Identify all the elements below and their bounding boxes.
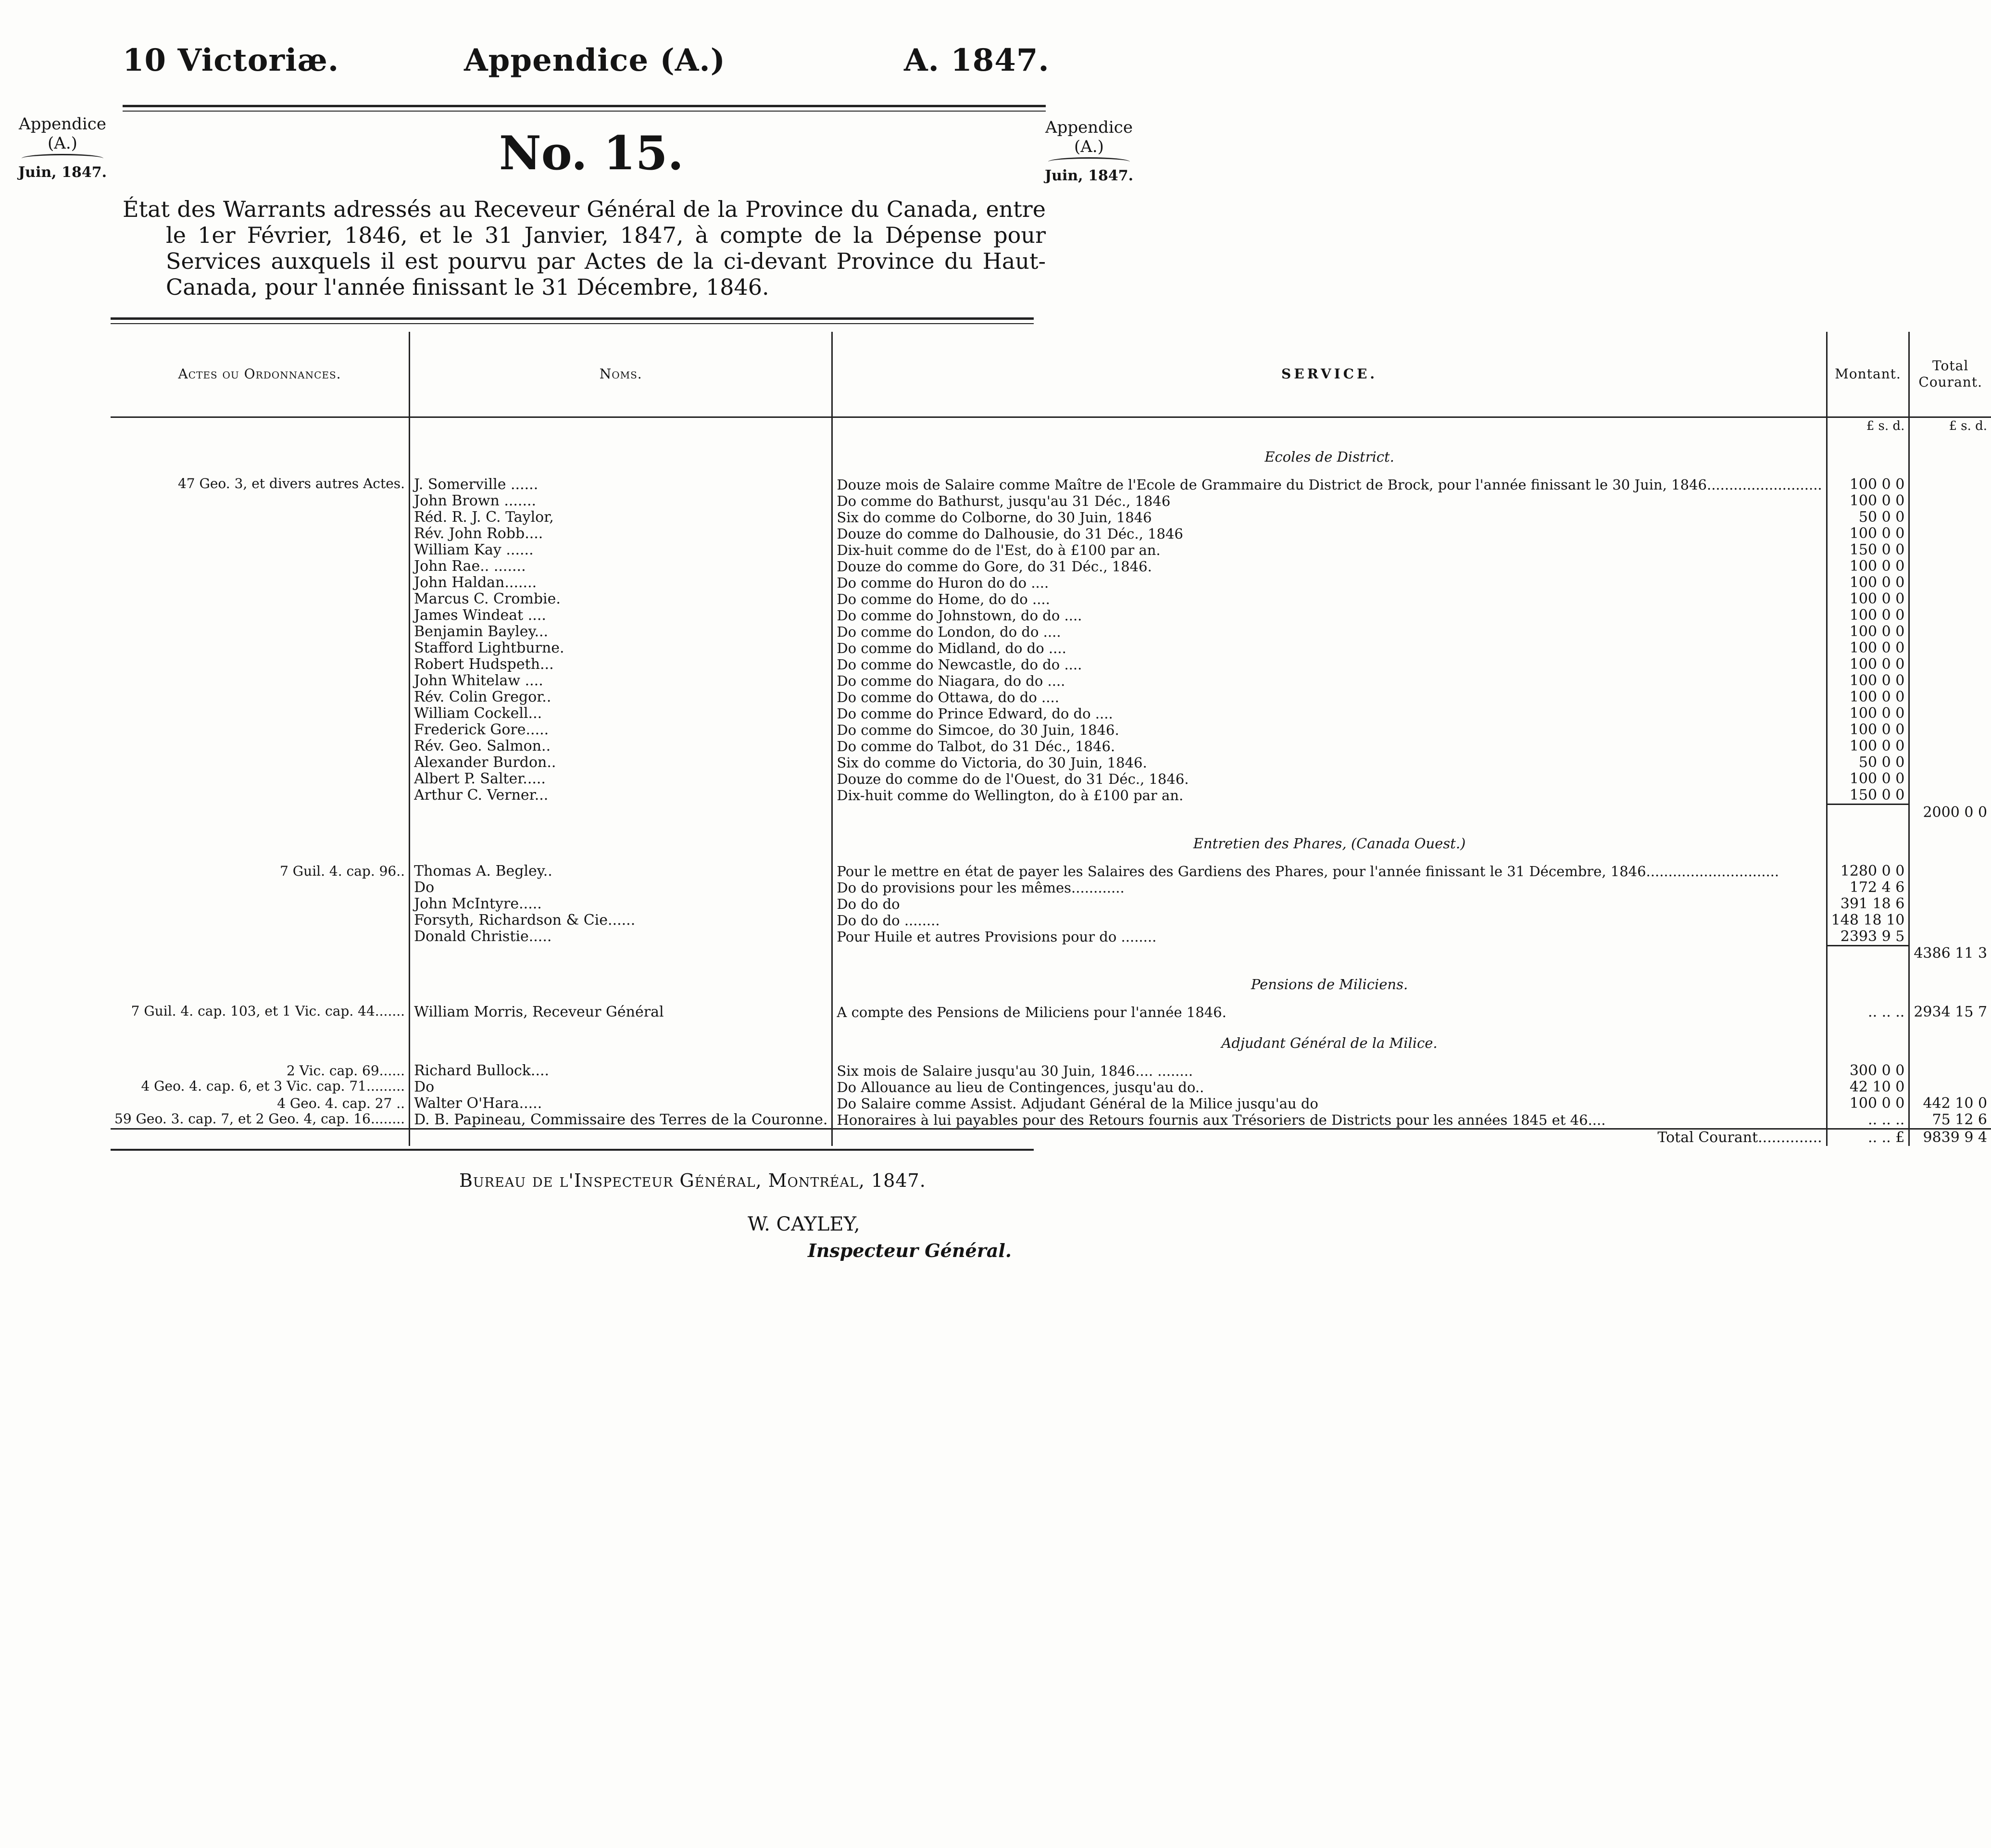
row-montant: 100 0 0 [1827,640,1909,656]
row-service: Do do do ........ [832,912,1827,929]
row-nom: William Cockell... [410,705,832,722]
row-nom: Donald Christie..... [410,929,832,946]
col-header-montant: Montant. [1827,332,1909,417]
section-title-row [111,821,1991,863]
row-acte [111,880,410,896]
row-montant: 100 0 0 [1827,477,1909,493]
section-empty-1 [111,1020,410,1063]
table-row [111,1063,1991,1079]
row-nom: Alexander Burdon.. [410,754,832,771]
row-montant: 100 0 0 [1827,558,1909,575]
row-service: Six mois de Salaire jusqu'au 30 Juin, 1846.... ........ [832,1063,1827,1079]
row-nom: Réd. R. J. C. Taylor, [410,509,832,526]
warrants-table [111,332,1991,1146]
row-total [1909,607,1991,624]
row-service: Six do comme do Victoria, do 30 Juin, 1846. [832,754,1827,771]
row-acte [111,754,410,771]
row-nom: D. B. Papineau, Commissaire des Terres de la Couronne. [410,1112,832,1129]
side-note-right-label: Appendice [1045,118,1133,137]
row-total [1909,575,1991,591]
row-total [1909,624,1991,640]
subtotal-empty-1 [111,805,410,821]
row-total [1909,689,1991,705]
row-acte [111,575,410,591]
table-row [111,1112,1991,1129]
table-header-row [111,332,1991,417]
row-acte: 4 Geo. 4. cap. 6, et 3 Vic. cap. 71......... [111,1079,410,1095]
running-header-left: 10 Victoriæ. [123,42,339,78]
table-row [111,640,1991,656]
section-title-row [111,434,1991,477]
footer-office: Bureau de l'Inspecteur Général, Montréal, 1847. [459,1170,926,1191]
section-subtotal: 2000 0 0 [1923,804,1988,821]
row-montant: 100 0 0 [1827,607,1909,624]
row-service: Do comme do Simcoe, do 30 Juin, 1846. [832,722,1827,738]
row-acte [111,509,410,526]
table-row [111,493,1991,509]
section-title-row [111,962,1991,1004]
row-montant: 172 4 6 [1827,880,1909,896]
subtotal-empty-4 [1827,945,1909,962]
row-montant: 42 10 0 [1827,1079,1909,1095]
row-service: Do comme do Midland, do do .... [832,640,1827,656]
section-empty-2 [410,1020,832,1063]
row-acte [111,558,410,575]
row-nom: John McIntyre..... [410,896,832,912]
section-title: Ecoles de District. [832,434,1827,477]
row-montant: .. .. .. [1827,1112,1909,1129]
row-nom: Rév. John Robb.... [410,526,832,542]
row-total [1909,863,1991,880]
row-nom: William Kay ...... [410,542,832,558]
row-acte [111,656,410,673]
row-montant: 100 0 0 [1827,624,1909,640]
section-empty-1 [111,434,410,477]
row-nom: Thomas A. Begley.. [410,863,832,880]
row-montant: 100 0 0 [1827,738,1909,754]
row-montant: 391 18 6 [1827,896,1909,912]
row-nom: John Brown ....... [410,493,832,509]
row-service: Do comme do Talbot, do 31 Déc., 1846. [832,738,1827,754]
row-total [1909,509,1991,526]
units-montant: £ s. d. [1827,417,1909,435]
running-header-right: A. 1847. [904,42,1050,78]
table-row [111,477,1991,493]
subtotal-row [111,805,1991,821]
side-note-right [1043,118,1135,186]
row-service: Do comme do Bathurst, jusqu'au 31 Déc., 1846 [832,493,1827,509]
row-nom: James Windeat .... [410,607,832,624]
table-row [111,689,1991,705]
section-empty-5 [1909,1020,1991,1063]
section-empty-4 [1827,821,1909,863]
row-service: Do do provisions pour les mêmes............ [832,880,1827,896]
intro-paragraph [123,196,1046,300]
row-nom: Walter O'Hara..... [410,1095,832,1112]
row-nom: Frederick Gore..... [410,722,832,738]
row-nom: Rév. Geo. Salmon.. [410,738,832,754]
table-row [111,738,1991,754]
table-row [111,771,1991,787]
row-nom: Albert P. Salter..... [410,771,832,787]
row-montant: 100 0 0 [1827,526,1909,542]
section-empty-5 [1909,962,1991,1004]
row-montant: 2393 9 5 [1827,929,1909,946]
section-empty-2 [410,434,832,477]
row-total [1909,640,1991,656]
units-empty-2 [410,417,832,435]
row-total [1909,738,1991,754]
section-empty-4 [1827,434,1909,477]
table-row [111,929,1991,946]
subtotal-empty-3 [832,945,1827,962]
row-total: 75 12 6 [1932,1111,1988,1128]
section-title-row [111,1020,1991,1063]
intro-text: État des Warrants adressés au Receveur Général de la Province du Canada, entre le 1er Février, 1846, et le 31 Janvier, 1847, à compte de la Dépense pour Services auxquels il est pourvu par Actes de la ci-devant Province du Haut-Canada, pour l'année finissant le 31 Décembre, 1846. [123,196,1046,300]
col-header-actes: Actes ou Ordonnances. [111,332,410,417]
table-row [111,754,1991,771]
section-title: Entretien des Phares, (Canada Ouest.) [832,821,1827,863]
section-title: Pensions de Miliciens. [832,962,1827,1004]
row-service: Douze do comme do Gore, do 31 Déc., 1846. [832,558,1827,575]
section-empty-4 [1827,962,1909,1004]
row-montant: 100 0 0 [1827,656,1909,673]
row-total [1909,722,1991,738]
row-nom: Rév. Colin Gregor.. [410,689,832,705]
row-montant: 150 0 0 [1827,542,1909,558]
row-nom: Benjamin Bayley... [410,624,832,640]
row-montant: .. .. .. [1827,1004,1909,1020]
row-nom: Do [410,880,832,896]
grand-total-value: 9839 9 4 [1923,1129,1988,1146]
row-service: Pour le mettre en état de payer les Salaires des Gardiens des Phares, pour l'année finissant le 31 Décembre, 1846.............................. [832,863,1827,880]
table-row [111,863,1991,880]
row-service: Do Allouance au lieu de Contingences, jusqu'au do.. [832,1079,1827,1095]
row-service: Dix-huit comme do Wellington, do à £100 par an. [832,787,1827,805]
table-row [111,787,1991,805]
row-service: Do comme do Ottawa, do do .... [832,689,1827,705]
table-top-rule [111,317,1034,320]
row-service: Do comme do Newcastle, do do .... [832,656,1827,673]
grand-empty-1 [111,1129,410,1146]
row-acte: 7 Guil. 4. cap. 103, et 1 Vic. cap. 44....... [111,1004,410,1020]
section-empty-4 [1827,1020,1909,1063]
row-nom: Marcus C. Crombie. [410,591,832,607]
row-acte [111,787,410,805]
table-row [111,542,1991,558]
row-total [1909,787,1991,805]
table-row [111,558,1991,575]
row-nom: Arthur C. Verner... [410,787,832,805]
row-nom: John Rae.. ....... [410,558,832,575]
signature-name: W. CAYLEY, [748,1213,860,1235]
subtotal-empty-1 [111,945,410,962]
units-empty-3 [832,417,1827,435]
grand-total-montant: .. .. £ [1827,1129,1909,1146]
table-row [111,722,1991,738]
grand-empty-2 [410,1129,832,1146]
row-total: 442 10 0 [1923,1095,1988,1112]
row-service: Douze do comme do Dalhousie, do 31 Déc., 1846 [832,526,1827,542]
table-row [111,509,1991,526]
table-row [111,1095,1991,1112]
units-empty-1 [111,417,410,435]
side-note-right-date: Juin, 1847. [1044,167,1134,184]
grand-total-label: Total Courant.............. [832,1129,1827,1146]
row-total: 2934 15 7 [1914,1004,1988,1020]
row-acte [111,722,410,738]
row-acte [111,689,410,705]
subtotal-empty-2 [410,805,832,821]
row-montant: 150 0 0 [1827,787,1909,805]
row-acte [111,591,410,607]
side-note-left-date: Juin, 1847. [18,164,107,181]
row-nom: John Haldan....... [410,575,832,591]
section-empty-2 [410,821,832,863]
row-acte [111,929,410,946]
table-row [111,607,1991,624]
row-acte [111,526,410,542]
row-total [1909,591,1991,607]
header-rule-thin [123,111,1046,112]
row-total [1909,771,1991,787]
subtotal-empty-4 [1827,805,1909,821]
row-acte [111,673,410,689]
row-montant: 100 0 0 [1827,673,1909,689]
side-note-left-brace [22,154,103,163]
table-top-rule-thin [111,323,1034,324]
row-nom: J. Somerville ...... [410,477,832,493]
row-acte: 2 Vic. cap. 69...... [111,1063,410,1079]
table-row [111,673,1991,689]
row-acte [111,493,410,509]
table-row [111,896,1991,912]
units-row [111,417,1991,435]
row-montant: 300 0 0 [1827,1063,1909,1079]
row-montant: 100 0 0 [1827,493,1909,509]
row-acte [111,912,410,929]
row-acte [111,542,410,558]
row-service: Do Salaire comme Assist. Adjudant Général de la Milice jusqu'au do [832,1095,1827,1112]
row-nom: Richard Bullock.... [410,1063,832,1079]
row-service: Douze mois de Salaire comme Maître de l'Ecole de Grammaire du District de Brock, pour l'année finissant le 30 Juin, 1846.......................... [832,477,1827,493]
units-total: £ s. d. [1949,419,1988,433]
section-title: Adjudant Général de la Milice. [832,1020,1827,1063]
row-acte [111,624,410,640]
signature-title: Inspecteur Général. [808,1240,1012,1261]
col-header-total: Total Courant. [1918,358,1982,390]
table-row [111,575,1991,591]
side-note-left-label: Appendice [19,114,106,134]
row-nom: Robert Hudspeth... [410,656,832,673]
row-montant: 100 0 0 [1827,722,1909,738]
row-total [1909,896,1991,912]
row-montant: 100 0 0 [1827,771,1909,787]
row-total [1909,754,1991,771]
row-acte [111,896,410,912]
row-acte: 7 Guil. 4. cap. 96.. [111,863,410,880]
row-total [1909,912,1991,929]
row-montant: 1280 0 0 [1827,863,1909,880]
side-note-right-brace [1048,157,1130,166]
row-montant: 100 0 0 [1827,575,1909,591]
row-total [1909,558,1991,575]
row-service: Six do comme do Colborne, do 30 Juin, 1846 [832,509,1827,526]
row-total [1909,880,1991,896]
table-row [111,624,1991,640]
table-row [111,591,1991,607]
running-header-center: Appendice (A.) [464,42,726,78]
row-service: Do comme do Prince Edward, do do .... [832,705,1827,722]
table-row [111,526,1991,542]
row-acte: 59 Geo. 3. cap. 7, et 2 Geo. 4, cap. 16........ [111,1112,410,1129]
subtotal-empty-2 [410,945,832,962]
row-total [1909,493,1991,509]
side-note-left-code: (A.) [48,134,77,153]
row-service: Do comme do Home, do do .... [832,591,1827,607]
row-nom: Stafford Lightburne. [410,640,832,656]
row-montant: 100 0 0 [1827,591,1909,607]
row-service: Do do do [832,896,1827,912]
row-total [1909,1063,1991,1079]
row-total [1909,542,1991,558]
row-service: Douze do comme do de l'Ouest, do 31 Déc., 1846. [832,771,1827,787]
row-service: A compte des Pensions de Miliciens pour l'année 1846. [832,1004,1827,1020]
row-montant: 148 18 10 [1827,912,1909,929]
row-service: Honoraires à lui payables pour des Retours fournis aux Trésoriers de Districts pour les années 1845 et 46.... [832,1112,1827,1129]
side-note-left [14,114,111,182]
row-montant: 100 0 0 [1827,705,1909,722]
table-row [111,656,1991,673]
table-body [111,417,1991,1146]
col-header-noms: Noms. [410,332,832,417]
grand-total-row [111,1129,1991,1146]
col-header-service: SERVICE. [832,332,1827,417]
row-total [1909,526,1991,542]
subtotal-row [111,945,1991,962]
row-montant: 100 0 0 [1827,1095,1909,1112]
row-service: Pour Huile et autres Provisions pour do ........ [832,929,1827,946]
section-empty-2 [410,962,832,1004]
row-acte [111,640,410,656]
row-montant: 50 0 0 [1827,754,1909,771]
row-service: Do comme do London, do do .... [832,624,1827,640]
section-empty-1 [111,962,410,1004]
table-row [111,912,1991,929]
subtotal-empty-3 [832,805,1827,821]
table-row [111,880,1991,896]
row-nom: Do [410,1079,832,1095]
table-bottom-rule [111,1149,1034,1151]
row-nom: William Morris, Receveur Général [410,1004,832,1020]
document-number: No. 15. [499,126,684,180]
table-row [111,1079,1991,1095]
row-service: Do comme do Niagara, do do .... [832,673,1827,689]
row-total [1909,673,1991,689]
row-total [1909,929,1991,946]
table-row [111,1004,1991,1020]
header-rule [123,105,1046,107]
row-nom: John Whitelaw .... [410,673,832,689]
table-row [111,705,1991,722]
row-acte [111,738,410,754]
row-total [1909,477,1991,493]
side-note-right-code: (A.) [1074,137,1104,156]
row-acte [111,771,410,787]
row-total [1909,705,1991,722]
section-empty-1 [111,821,410,863]
row-acte [111,607,410,624]
row-service: Do comme do Huron do do .... [832,575,1827,591]
row-acte: 4 Geo. 4. cap. 27 .. [111,1095,410,1112]
section-subtotal: 4386 11 3 [1914,945,1988,962]
row-montant: 50 0 0 [1827,509,1909,526]
row-total [1909,1079,1991,1095]
row-nom: Forsyth, Richardson & Cie...... [410,912,832,929]
row-acte: 47 Geo. 3, et divers autres Actes. [111,477,410,493]
section-empty-5 [1909,434,1991,477]
row-total [1909,656,1991,673]
row-acte [111,705,410,722]
row-service: Dix-huit comme do de l'Est, do à £100 par an. [832,542,1827,558]
row-service: Do comme do Johnstown, do do .... [832,607,1827,624]
row-montant: 100 0 0 [1827,689,1909,705]
section-empty-5 [1909,821,1991,863]
